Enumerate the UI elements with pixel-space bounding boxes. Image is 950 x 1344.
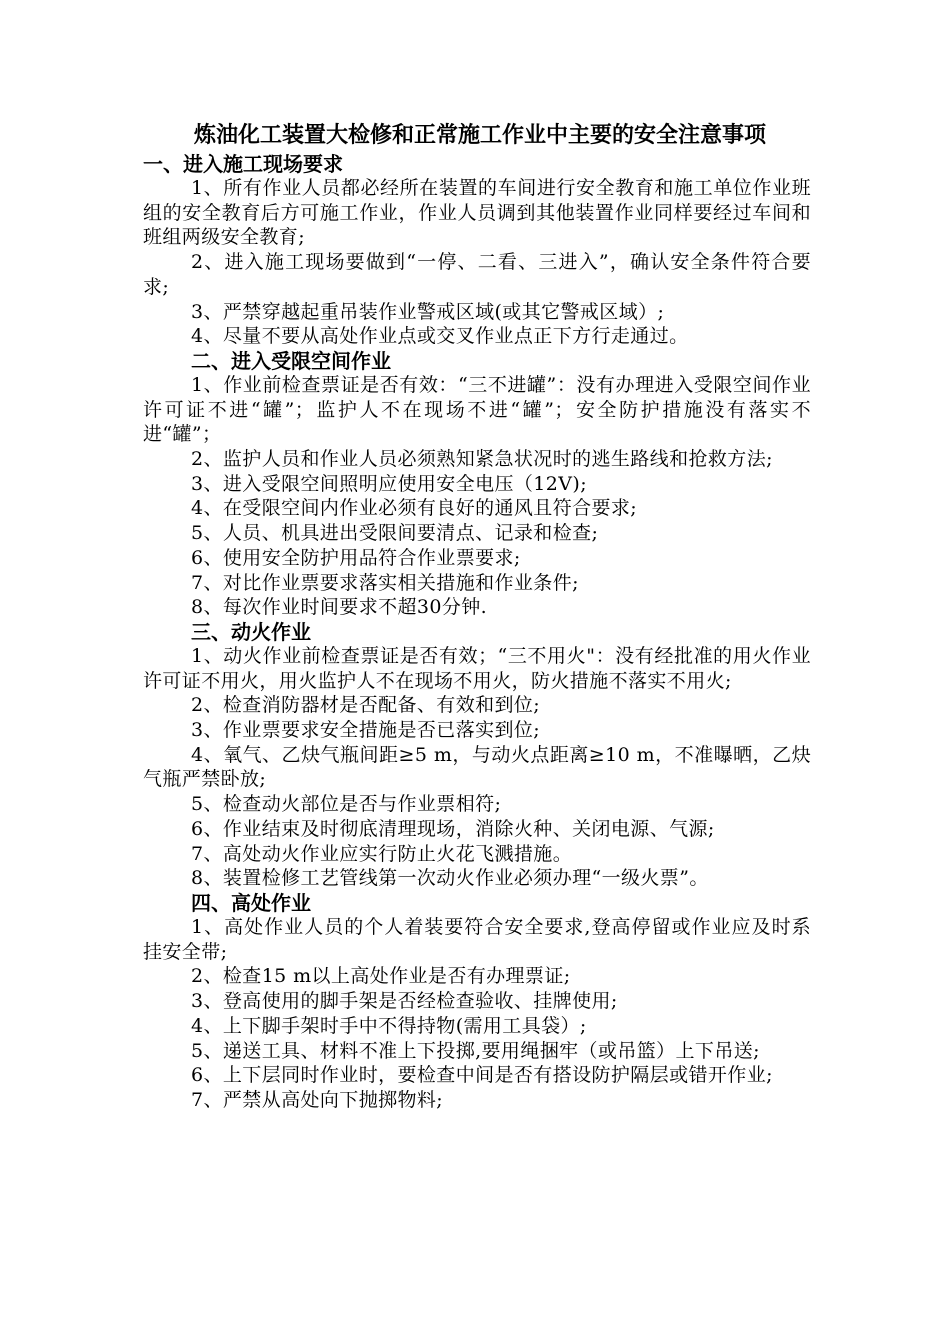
list-item: 1、所有作业人员都必经所在装置的车间进行安全教育和施工单位作业班组的安全教育后方可施工作业，作业人员调到其他装置作业同样要经过车间和班组两级安全教育; xyxy=(143,177,811,249)
list-item: 1、高处作业人员的个人着装要符合安全要求,登高停留或作业应及时系挂安全带; xyxy=(143,915,811,963)
section-heading: 一、进入施工现场要求 xyxy=(143,152,343,176)
list-item: 6、使用安全防护用品符合作业票要求; xyxy=(191,546,521,569)
list-item: 5、人员、机具进出受限间要清点、记录和检查; xyxy=(191,522,599,545)
list-item: 2、检查消防器材是否配备、有效和到位; xyxy=(191,694,541,717)
section-hot-work xyxy=(143,620,811,891)
list-item: 2、检查15 m以上高处作业是否有办理票证; xyxy=(191,965,571,988)
list-item: 4、氧气、乙炔气瓶间距≥5 m，与动火点距离≥10 m，不准曝晒，乙炔气瓶严禁卧放; xyxy=(143,743,811,791)
list-item: 3、严禁穿越起重吊装作业警戒区域(或其它警戒区域）; xyxy=(191,300,665,323)
document-page xyxy=(143,118,811,1113)
list-item: 6、作业结束及时彻底清理现场，消除火种、关闭电源、气源; xyxy=(191,817,715,840)
list-item: 5、检查动火部位是否与作业票相符; xyxy=(191,793,502,816)
list-item: 6、上下层同时作业时，要检查中间是否有搭设防护隔层或错开作业; xyxy=(191,1064,773,1087)
section-site-entry xyxy=(143,152,811,349)
list-item: 3、作业票要求安全措施是否已落实到位; xyxy=(191,719,541,742)
section-heading: 三、动火作业 xyxy=(191,619,311,644)
list-item: 2、监护人员和作业人员必须熟知紧急状况时的逃生路线和抢救方法; xyxy=(191,448,773,471)
list-item: 2、进入施工现场要做到“一停、二看、三进入”，确认安全条件符合要求; xyxy=(143,251,811,298)
list-item: 8、每次作业时间要求不超30分钟. xyxy=(191,596,488,619)
list-item: 7、对比作业票要求落实相关措施和作业条件; xyxy=(191,571,579,594)
list-item: 5、递送工具、材料不准上下投掷,要用绳捆牢（或吊篮）上下吊送; xyxy=(191,1039,760,1062)
list-item: 7、严禁从高处向下抛掷物料; xyxy=(191,1088,444,1111)
section-heading: 四、高处作业 xyxy=(191,890,311,915)
list-item: 3、登高使用的脚手架是否经检查验收、挂牌使用; xyxy=(191,990,618,1013)
list-item: 4、上下脚手架时手中不得持物(需用工具袋）; xyxy=(191,1014,587,1037)
section-work-at-height xyxy=(143,891,811,1113)
section-confined-space xyxy=(143,349,811,620)
document-title: 炼油化工装置大检修和正常施工作业中主要的安全注意事项 xyxy=(193,122,766,148)
list-item: 1、作业前检查票证是否有效：“三不进罐”：没有办理进入受限空间作业许可证不进“罐”；监护人不在现场不进“罐”；安全防护措施没有落实不进“罐”； xyxy=(143,373,811,446)
list-item: 1、动火作业前检查票证是否有效；“三不用火"：没有经批准的用火作业许可证不用火，用火监护人不在现场不用火，防火措施不落实不用火; xyxy=(143,644,811,692)
list-item: 4、在受限空间内作业必须有良好的通风且符合要求; xyxy=(191,497,638,520)
list-item: 8、装置检修工艺管线第一次动火作业必须办理“一级火票”。 xyxy=(191,867,709,890)
list-item: 7、高处动火作业应实行防止火花飞溅措施。 xyxy=(191,842,573,865)
section-heading: 二、进入受限空间作业 xyxy=(191,348,391,373)
list-item: 4、尽量不要从高处作业点或交叉作业点正下方行走通过。 xyxy=(191,325,689,348)
list-item: 3、进入受限空间照明应使用安全电压（12V); xyxy=(191,472,588,495)
